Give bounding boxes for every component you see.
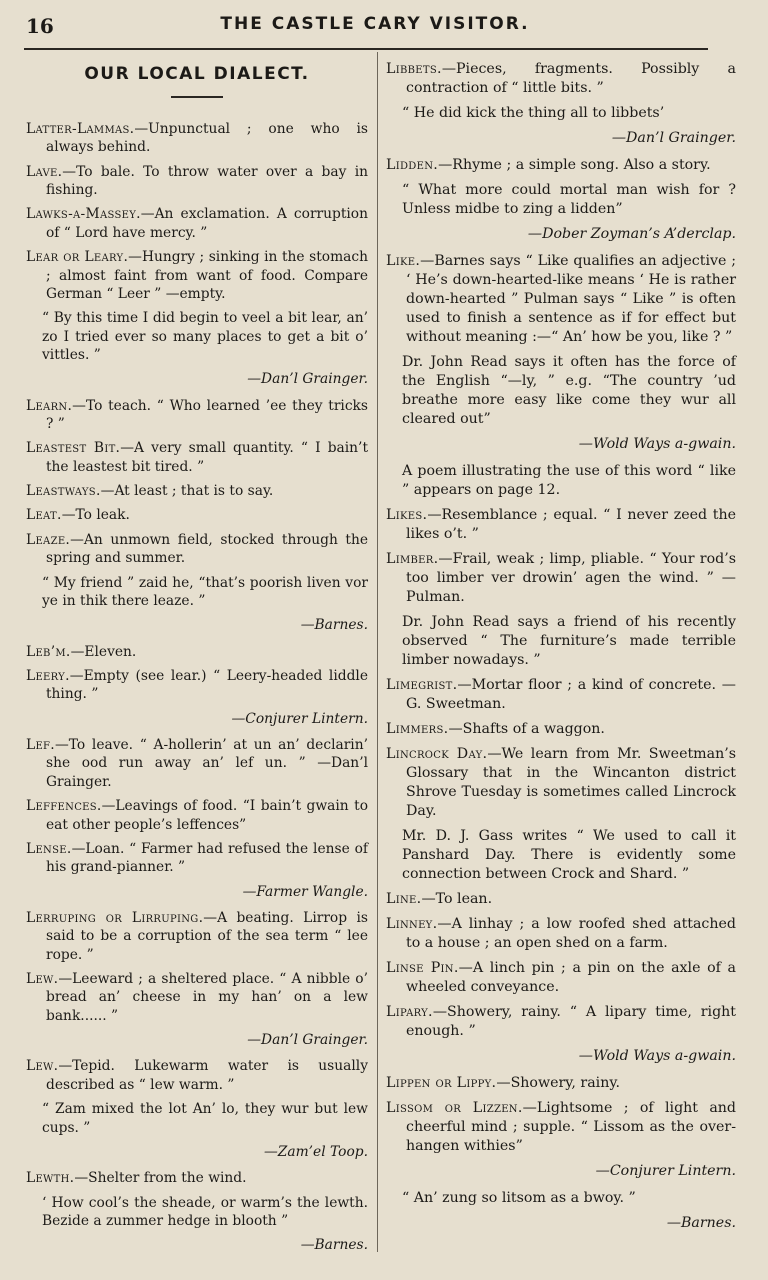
dialect-entry <box>26 205 368 242</box>
entry-headword: Lidden. <box>386 157 439 173</box>
entry-quote: Dr. John Read says it often has the force of the English “—ly, ” e.g. “The country ’ud breathe more easy like come they wur all cleared out” <box>402 354 736 427</box>
dialect-entry <box>26 797 368 834</box>
entry-attribution: —Barnes. <box>300 1237 368 1254</box>
dialect-entry <box>386 506 736 544</box>
entry-headword: Linney. <box>386 916 438 932</box>
entry-attribution: —Dober Zoyman’s A’derclap. <box>527 226 736 242</box>
entry-headword: Learn. <box>26 397 73 414</box>
entry-attribution: —Barnes. <box>666 1215 736 1231</box>
entry-quote: ‘ How cool’s the sheade, or warm’s the lewth. Bezide a zummer hedge in blooth ” <box>42 1194 368 1229</box>
entry-quote: “ Zam mixed the lot An’ lo, they wur but lew cups. ” <box>42 1101 368 1136</box>
page-header <box>22 14 728 40</box>
entry-quote: Dr. John Read says a friend of his recently observed “ The furniture’s made terrible limber nowadays. ” <box>402 614 736 668</box>
entry-attribution: —Wold Ways a-gwain. <box>578 1048 736 1064</box>
entry-definition: —A linhay ; a low roofed shed attached to a house ; an open shed on a farm. <box>406 916 736 951</box>
running-title: THE CASTLE CARY VISITOR. <box>220 14 530 34</box>
left-entries <box>26 120 368 1255</box>
title-rule <box>171 96 223 98</box>
entry-headword: Line. <box>386 891 422 907</box>
entry-definition: —An unmown field, stocked through the spring and summer. <box>46 531 368 567</box>
entry-headword: Lew. <box>26 971 59 988</box>
entry-attribution: —Dan’l Grainger. <box>247 371 368 388</box>
dialect-entry <box>26 970 368 1025</box>
entry-definition: —To bale. To throw water over a bay in fishing. <box>46 163 368 199</box>
entry-definition: —Shafts of a waggon. <box>448 721 605 737</box>
entry-headword: Linse Pin. <box>386 960 459 976</box>
dialect-entry <box>26 163 368 200</box>
entry-definition: —Frail, weak ; limp, pliable. “ Your rod’s too limber ver drowin’ agen the wind. ” —Pulman. <box>406 551 736 605</box>
header-rule <box>24 48 708 50</box>
entry-headword: Lef. <box>26 737 55 754</box>
dialect-entry <box>386 720 736 739</box>
entry-attribution: —Wold Ways a-gwain. <box>578 436 736 452</box>
entry-definition: —We learn from Mr. Sweetman’s Glossary that in the Wincanton district Shrove Tuesday is sometimes called Lincrock Day. <box>406 746 737 819</box>
entry-definition: —To lean. <box>421 891 493 907</box>
entry-definition: —To leave. “ A-hollerin’ at un an’ declarin’ she ood run away an’ lef un. ” —Dan’l Grainger. <box>46 737 368 790</box>
entry-definition: —Showery, rainy. <box>496 1075 620 1091</box>
entry-attribution: —Dan’l Grainger. <box>611 130 736 146</box>
column-divider <box>377 52 378 1252</box>
entry-definition: —Leavings of food. “I bain’t gwain to eat other people’s leffences” <box>46 798 368 833</box>
dialect-entry <box>386 60 736 98</box>
entry-attribution: —Conjurer Lintern. <box>595 1163 736 1179</box>
entry-headword: Leery. <box>26 667 70 684</box>
entry-definition: —Hungry ; sinking in the stomach ; almost faint from want of food. Compare German “ Leer ” —empty. <box>46 249 368 302</box>
left-column <box>26 60 368 1263</box>
entry-headword: Lave. <box>26 163 63 180</box>
entry-definition: —Rhyme ; a simple song. Also a story. <box>438 157 711 173</box>
entry-headword: Leffences. <box>26 798 102 815</box>
dialect-entry <box>26 120 368 157</box>
entry-quote: “ My friend ” zaid he, “that’s poorish liven vor ye in thik there leaze. ” <box>42 574 368 609</box>
dialect-entry <box>26 1057 368 1094</box>
dialect-entry <box>26 909 368 964</box>
entry-definition: —Leeward ; a sheltered place. “ A nibble o’ bread an’ cheese in my han’ on a lew bank...... ” <box>46 971 368 1024</box>
entry-headword: Likes. <box>386 507 428 523</box>
dialect-entry <box>386 959 736 997</box>
dialect-entry <box>26 667 368 704</box>
entry-definition: —Loan. “ Farmer had refused the lense of his grand-pianner. ” <box>46 840 368 876</box>
dialect-entry <box>26 531 368 568</box>
entry-headword: Leaze. <box>26 531 71 548</box>
entry-definition: —A beating. Lirrop is said to be a corruption of the sea term “ lee rope. ” <box>46 909 368 963</box>
entry-headword: Lawks-a-Massey. <box>26 206 141 223</box>
entry-definition: —Pieces, fragments. Possibly a contraction of “ little bits. ” <box>406 61 736 96</box>
dialect-entry <box>386 1099 736 1156</box>
entry-definition: —Shelter from the wind. <box>74 1170 247 1187</box>
dialect-entry <box>26 248 368 303</box>
entry-quote: “ What more could mortal man wish for ? Unless midbe to zing a lidden” <box>402 182 736 217</box>
section-title: OUR LOCAL DIALECT. <box>84 64 310 84</box>
dialect-entry <box>26 439 368 476</box>
dialect-entry <box>386 156 736 175</box>
entry-definition: —Lightsome ; of light and cheerful mind ; supple. “ Lissom as the over-hangen withies” <box>406 1100 736 1154</box>
entry-definition: —Showery, rainy. “ A lipary time, right enough. ” <box>406 1004 736 1039</box>
dialect-entry <box>386 1074 736 1093</box>
entry-definition: —Mortar floor ; a kind of concrete. —G. Sweetman. <box>406 677 736 712</box>
entry-definition: —To leak. <box>61 507 130 524</box>
entry-definition: —Unpunctual ; one who is always behind. <box>46 121 368 156</box>
entry-headword: Leb’m. <box>26 643 71 660</box>
entry-definition: —Tepid. Lukewarm water is usually described as “ lew warm. ” <box>46 1058 368 1093</box>
entry-headword: Lincrock Day. <box>386 746 488 762</box>
entry-headword: Limegrist. <box>386 677 458 693</box>
entry-attribution: —Barnes. <box>300 617 368 634</box>
dialect-entry <box>26 1169 368 1187</box>
entry-attribution: —Conjurer Lintern. <box>231 710 368 727</box>
entry-headword: Lear or Leary. <box>26 249 129 266</box>
entry-headword: Lippen or Lippy. <box>386 1075 497 1091</box>
entry-headword: Like. <box>386 253 421 269</box>
dialect-entry <box>386 550 736 607</box>
dialect-entry <box>26 736 368 791</box>
dialect-entry <box>26 643 368 661</box>
dialect-entry <box>386 1003 736 1041</box>
entry-attribution: —Farmer Wangle. <box>242 883 368 900</box>
dialect-entry <box>386 915 736 953</box>
dialect-entry <box>26 397 368 434</box>
entry-definition: —At least ; that is to say. <box>100 483 274 500</box>
page-number: 16 <box>26 14 54 38</box>
entry-headword: Limber. <box>386 551 439 567</box>
entry-definition: —A linch pin ; a pin on the axle of a wheeled conveyance. <box>406 960 737 995</box>
entry-headword: Lipary. <box>386 1004 433 1020</box>
entry-definition: —Barnes says “ Like qualifies an adjective ; ‘ He’s down-hearted-like means ‘ He is rather down-hearted ” Pulman says “ Like ” is often used to finish a sentence as if for effect but without meaning :—“ An’ how be you, like ? ” <box>406 253 736 345</box>
entry-headword: Leastways. <box>26 483 101 500</box>
dialect-entry <box>386 252 736 347</box>
entry-headword: Lerruping or Lirruping. <box>26 909 204 926</box>
entry-quote: “ By this time I did begin to veel a bit lear, an’ zo I tried ever so many places to get a bit o’ vittles. ” <box>42 310 368 363</box>
dialect-entry <box>26 482 368 500</box>
entry-definition: —To teach. “ Who learned ’ee they tricks ? ” <box>46 397 368 433</box>
entry-headword: Lew. <box>26 1058 59 1075</box>
entry-headword: Leat. <box>26 507 62 524</box>
right-column <box>386 60 736 1241</box>
entry-definition: —Empty (see lear.) “ Leery-headed liddle thing. ” <box>46 667 368 703</box>
dialect-entry <box>386 745 736 821</box>
entry-headword: Latter-Lammas. <box>26 121 135 137</box>
entry-attribution: —Dan’l Grainger. <box>247 1032 368 1049</box>
entry-quote: “ He did kick the thing all to libbets’ <box>402 105 665 121</box>
entry-headword: Lissom or Lizzen. <box>386 1100 523 1116</box>
dialect-entry <box>26 506 368 524</box>
entry-headword: Lewth. <box>26 1170 75 1187</box>
entry-definition: —Resemblance ; equal. “ I never zeed the likes o’t. ” <box>406 507 736 542</box>
entry-quote: Mr. D. J. Gass writes “ We used to call it Panshard Day. There is evidently some connection between Crock and Shard. ” <box>402 828 736 882</box>
entry-headword: Leastest Bit. <box>26 440 121 457</box>
entry-quote: “ An’ zung so litsom as a bwoy. ” <box>402 1190 636 1206</box>
entry-note: A poem illustrating the use of this word “ like ” appears on page 12. <box>402 463 736 498</box>
entry-definition: —Eleven. <box>70 643 137 660</box>
dialect-entry <box>386 890 736 909</box>
entry-definition: —A very small quantity. “ I bain’t the leastest bit tired. ” <box>46 440 368 475</box>
entry-headword: Limmers. <box>386 721 449 737</box>
entry-headword: Lense. <box>26 840 72 857</box>
dialect-entry <box>386 676 736 714</box>
entry-definition: —An exclamation. A corruption of “ Lord have mercy. ” <box>46 206 368 241</box>
right-entries <box>386 60 736 1233</box>
dialect-entry <box>26 840 368 877</box>
entry-attribution: —Zam’el Toop. <box>263 1143 368 1160</box>
entry-headword: Libbets. <box>386 61 442 77</box>
